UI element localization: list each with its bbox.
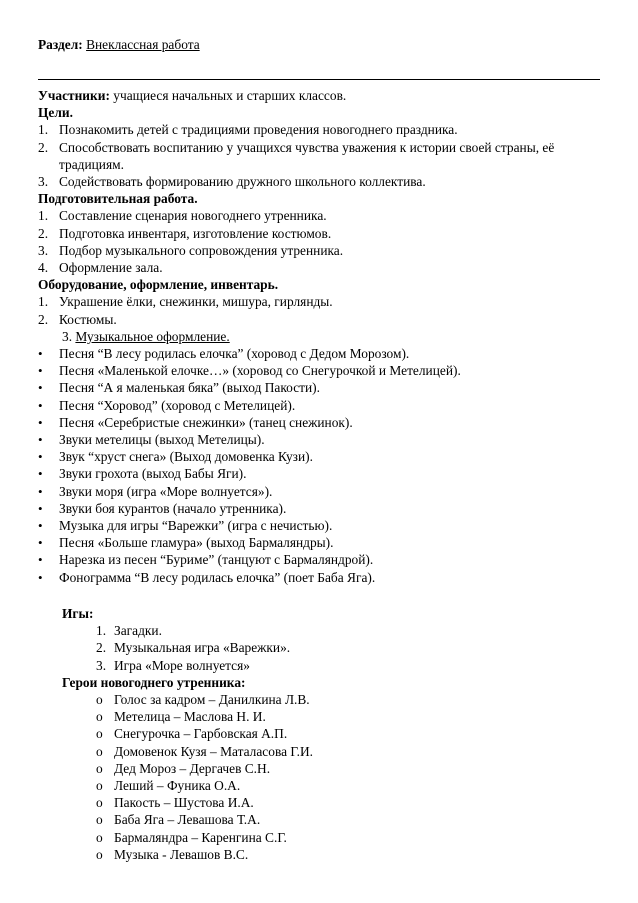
music-subtitle: [38, 328, 603, 345]
music-item: • Фонограмма “В лесу родилась елочка” (поет Баба Яга).: [38, 569, 376, 585]
circle-bullet-icon: o: [96, 743, 103, 759]
music-item: • Звуки грохота (выход Бабы Яги).: [38, 466, 247, 482]
equipment-title: Оборудование, оформление, инвентарь.: [38, 277, 279, 293]
bullet-icon: •: [38, 569, 43, 585]
music-item: • Звуки моря (игра «Море волнуется»).: [38, 483, 273, 499]
hero-item: o Домовенок Кузя – Маталасова Г.И.: [96, 743, 313, 759]
preparation-item: 3. Подбор музыкального сопровождения утренника.: [38, 242, 344, 258]
heroes-title: Герои новогоднего утренника:: [62, 674, 246, 690]
circle-bullet-icon: o: [96, 829, 103, 845]
circle-bullet-icon: o: [96, 709, 103, 725]
hero-item: o Голос за кадром – Данилкина Л.В.: [96, 692, 310, 708]
hero-item: o Баба Яга – Левашова Т.А.: [96, 812, 261, 828]
goal-item: 3. Содействовать формированию дружного школьного коллектива.: [38, 174, 426, 190]
participants-label: Участники:: [38, 88, 110, 103]
preparation-title: Подготовительная работа.: [38, 191, 198, 207]
horizontal-rule: [38, 79, 600, 80]
hero-item: o Бармаляндра – Каренгина С.Г.: [96, 829, 287, 845]
music-subtitle-number: 3.: [62, 328, 73, 344]
music-item: • Звуки боя курантов (начало утренника).: [38, 500, 287, 516]
hero-item: o Музыка - Левашов В.С.: [96, 846, 249, 862]
bullet-icon: •: [38, 380, 43, 396]
music-item: • Песня “В лесу родилась елочка” (хоровод с Дедом Морозом).: [38, 346, 410, 362]
circle-bullet-icon: o: [96, 760, 103, 776]
bullet-icon: •: [38, 552, 43, 568]
bullet-icon: •: [38, 346, 43, 362]
equipment-item: 1. Украшение ёлки, снежинки, мишура, гирлянды.: [38, 294, 333, 310]
games-title: Игы:: [62, 606, 94, 621]
bullet-icon: •: [38, 449, 43, 465]
document-body: [38, 87, 603, 586]
music-item: • Звуки метелицы (выход Метелицы).: [38, 432, 265, 448]
participants-line: [38, 87, 603, 104]
bullet-icon: •: [38, 500, 43, 516]
music-item: • Нарезка из песен “Буриме” (танцуют с Бармаляндрой).: [38, 552, 374, 568]
circle-bullet-icon: o: [96, 726, 103, 742]
participants-value: учащиеся начальных и старших классов.: [113, 88, 347, 103]
section-label: Раздел:: [38, 37, 83, 52]
bullet-icon: •: [38, 363, 43, 379]
circle-bullet-icon: o: [96, 812, 103, 828]
music-item: • Звук “хруст снега» (Выход домовенка Кузи).: [38, 449, 313, 465]
circle-bullet-icon: o: [96, 846, 103, 862]
hero-item: o Дед Мороз – Дергачев С.Н.: [96, 760, 271, 776]
music-item: • Песня «Больше гламура» (выход Бармаляндры).: [38, 535, 334, 551]
goal-item: 1. Познакомить детей с традициями проведения новогоднего праздника.: [38, 122, 458, 138]
goals-title: Цели.: [38, 105, 73, 121]
music-subtitle-text: Музыкальное оформление.: [75, 328, 230, 344]
circle-bullet-icon: o: [96, 795, 103, 811]
music-item: • Песня «Серебристые снежинки» (танец снежинок).: [38, 414, 353, 430]
hero-item: o Снегурочка – Гарбовская А.П.: [96, 726, 288, 742]
bullet-icon: •: [38, 535, 43, 551]
goal-item: 2. Способствовать воспитанию у учащихся чувства уважения к истории своей страны, её традициям.: [38, 139, 555, 172]
game-item: 2. Музыкальная игра «Варежки».: [96, 640, 291, 656]
hero-item: o Метелица – Маслова Н. И.: [96, 709, 266, 725]
bullet-icon: •: [38, 414, 43, 430]
game-item: 1. Загадки.: [96, 623, 162, 639]
preparation-item: 2. Подготовка инвентаря, изготовление костюмов.: [38, 225, 332, 241]
music-item: • Песня “А я маленькая бяка” (выход Пакости).: [38, 380, 320, 396]
hero-item: o Леший – Фуника О.А.: [96, 778, 241, 794]
bullet-icon: •: [38, 397, 43, 413]
hero-item: o Пакость – Шустова И.А.: [96, 795, 254, 811]
bullet-icon: •: [38, 432, 43, 448]
music-item: • Музыка для игры “Варежки” (игра с нечистью).: [38, 518, 333, 534]
music-item: • Песня «Маленькой елочке…» (хоровод со Снегурочкой и Метелицей).: [38, 363, 461, 379]
circle-bullet-icon: o: [96, 692, 103, 708]
equipment-item: 2. Костюмы.: [38, 311, 117, 327]
preparation-item: 4. Оформление зала.: [38, 260, 163, 276]
bullet-icon: •: [38, 518, 43, 534]
preparation-item: 1. Составление сценария новогоднего утренника.: [38, 208, 327, 224]
circle-bullet-icon: o: [96, 778, 103, 794]
game-item: 3. Игра «Море волнуется»: [96, 657, 250, 673]
games-section: [62, 605, 313, 863]
music-item: • Песня “Хоровод” (хоровод с Метелицей).: [38, 397, 296, 413]
bullet-icon: •: [38, 483, 43, 499]
section-value: Внеклассная работа: [86, 37, 200, 52]
bullet-icon: •: [38, 466, 43, 482]
section-line: [38, 37, 200, 53]
